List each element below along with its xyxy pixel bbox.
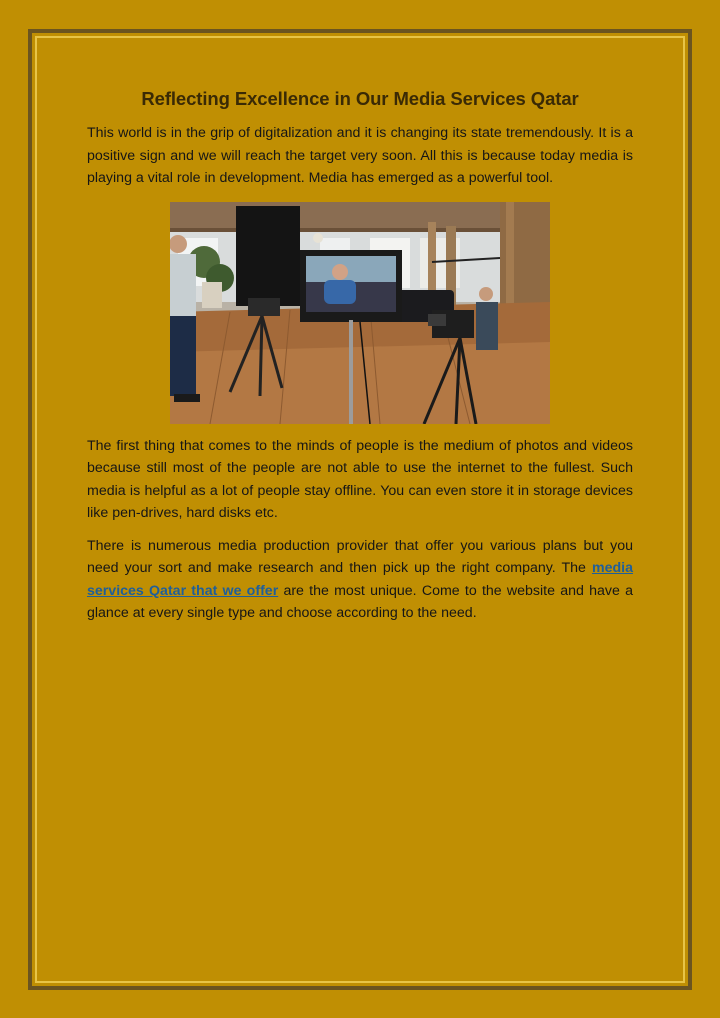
paragraph-providers	[87, 535, 633, 625]
paragraph-photos-videos: The first thing that comes to the minds of people is the medium of photos and videos because still most of the people are not able to use the internet to the fullest. Such media is helpful as a lot of people stay offline. You can even store it in storage devices like pen-drives, hard disks etc.	[87, 437, 633, 521]
media-services-qatar-link[interactable]: media services Qatar that we offer	[87, 560, 633, 599]
document-body	[87, 88, 633, 625]
document-title: Reflecting Excellence in Our Media Services Qatar	[141, 88, 579, 109]
paragraph-intro: This world is in the grip of digitalization and it is changing its state tremendously. It is a positive sign and we will reach the target very soon. All this is because today media is playing a vital role in development. Media has emerged as a powerful tool.	[87, 125, 633, 186]
video-production-studio-photo	[170, 202, 550, 424]
paragraph-providers-text-after: are the most unique. Come to the website and have a glance at every single type and choose according to the need.	[87, 582, 633, 621]
paragraph-providers-text-before: There is numerous media production provider that offer you various plans but you need your sort and make research and then pick up the right company. The	[87, 537, 633, 576]
